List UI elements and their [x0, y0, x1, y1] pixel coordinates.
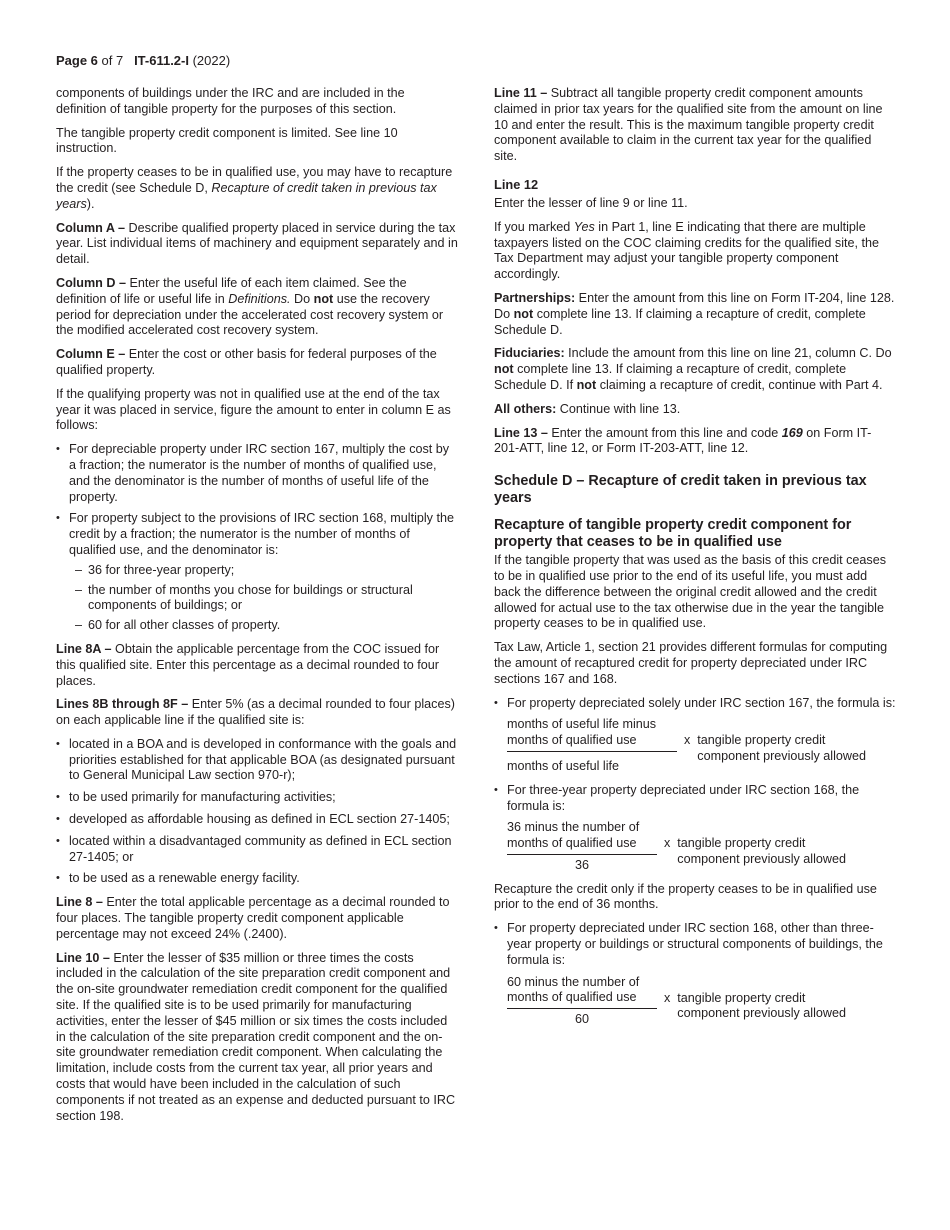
line-12-heading: Line 12	[494, 176, 539, 192]
list-item: – 60 for all other classes of property.	[69, 618, 458, 634]
paragraph: Enter the lesser of line 9 or line 11.	[494, 195, 688, 210]
formula-168-other	[507, 975, 896, 1028]
multiplier: tangible property credit component previously allowed	[677, 990, 847, 1021]
line-11-instruction: Line 11 – Subtract all tangible property credit component amounts claimed in prior tax years for the qualified site from the amount on line 10 and enter the result. This is the maximum tangible property credit component available to claim in the current tax year for the qualified site.	[494, 86, 883, 164]
partnerships-instruction: Partnerships: Enter the amount from this line on Form IT-204, line 128. Do not complete line 13. If claiming a recapture of credit, complete Schedule D.	[494, 290, 895, 337]
line-8a-instruction: Line 8A – Obtain the applicable percentage from the COC issued for this qualified site. Enter this percentage as a decimal rounded to four places.	[56, 641, 440, 688]
left-column	[56, 86, 458, 1132]
bullet-list	[56, 737, 458, 887]
list-item: • developed as affordable housing as defined in ECL section 27-1405;	[56, 812, 458, 828]
paragraph: If you marked Yes in Part 1, line E indicating that there are multiple taxpayers listed on the COC claiming credits for the qualified site, the Tax Department may adjust your tangible property component accordingly.	[494, 219, 879, 282]
paragraph: Tax Law, Article 1, section 21 provides different formulas for computing the amount of recaptured credit for property depreciated under IRC sections 167 and 168.	[494, 640, 888, 686]
page-total: of 7	[97, 53, 124, 68]
list-item: – 36 for three-year property;	[69, 563, 458, 579]
form-year: (2022)	[188, 53, 231, 68]
multiplier: tangible property credit component previously allowed	[677, 836, 847, 867]
times-sign: x	[664, 836, 671, 851]
formula-167	[507, 717, 896, 774]
bullet-list	[494, 783, 896, 815]
schedule-d-title: Schedule D – Recapture of credit taken in previous tax years	[494, 473, 867, 507]
right-column	[494, 86, 896, 1036]
dash-list	[69, 563, 458, 634]
list-item: • located in a BOA and is developed in conformance with the goals and priorities established for that applicable BOA (as designated pursuant to General Municipal Law section 970-r);	[56, 737, 458, 784]
all-others-instruction: All others: Continue with line 13.	[494, 401, 681, 416]
line-8-instruction: Line 8 – Enter the total applicable percentage as a decimal rounded to four places. The tangible property credit component applicable percentage may not exceed 24% (.2400).	[56, 895, 450, 941]
fraction	[507, 820, 657, 873]
paragraph: Recapture the credit only if the property ceases to be in qualified use prior to the end of 36 months.	[494, 881, 877, 912]
page-header	[56, 53, 230, 69]
times-sign: x	[664, 990, 671, 1005]
numerator: 60 minus the number of months of qualified use	[507, 975, 657, 1010]
list-item: • located within a disadvantaged community as defined in ECL section 27-1405; or	[56, 834, 458, 866]
form-id: IT-611.2-I	[134, 53, 189, 68]
list-item: • For depreciable property under IRC section 167, multiply the cost by a fraction; the numerator is the number of months of qualified use, and the denominator is the number of months of useful life of the property.	[56, 442, 458, 505]
multiplier: tangible property credit component previously allowed	[697, 733, 867, 764]
bullet-list	[494, 921, 896, 968]
bullet-list	[494, 696, 896, 712]
list-item: • For three-year property depreciated under IRC section 168, the formula is:	[494, 783, 896, 815]
column-d-instruction: Column D – Enter the useful life of each item claimed. See the definition of life or useful life in Definitions. Do not use the recovery period for depreciation under the accelerated cost recovery system or the modified accelerated cost recovery system.	[56, 275, 444, 338]
paragraph: If the qualifying property was not in qualified use at the end of the tax year it was placed in service, figure the amount to enter in column E as follows:	[56, 386, 451, 433]
lines-8b-8f-instruction: Lines 8B through 8F – Enter 5% (as a decimal rounded to four places) on each applicable line if the qualified site is:	[56, 697, 455, 728]
paragraph: If the tangible property that was used as the basis of this credit ceases to be in qualified use prior to the end of its useful life, you must add back the difference between the original credit allowed and the credit allowed for actual use to the tax otherwise due in the year the tangible property ceases to be in qualified use.	[494, 553, 887, 631]
list-item: • to be used as a renewable energy facility.	[56, 871, 458, 887]
paragraph: components of buildings under the IRC and are included in the definition of tangible property for the purposes of this section.	[56, 86, 405, 116]
bullet-list	[56, 442, 458, 634]
list-item: – the number of months you chose for buildings or structural components of buildings; or	[69, 583, 458, 615]
column-a-instruction: Column A – Describe qualified property placed in service during the tax year. List individual items of machinery and equipment separately and in detail.	[56, 220, 458, 267]
list-item: • For property depreciated solely under IRC section 167, the formula is:	[494, 696, 896, 712]
numerator: 36 minus the number of months of qualified use	[507, 820, 657, 855]
list-item: • to be used primarily for manufacturing activities;	[56, 790, 458, 806]
page-number: Page 6	[56, 53, 98, 68]
denominator: months of useful life	[507, 758, 620, 773]
times-sign: x	[684, 733, 691, 748]
list-item: • For property depreciated under IRC section 168, other than three-year property or buildings or structural components of buildings, the formula is:	[494, 921, 896, 968]
fraction	[507, 975, 657, 1028]
denominator: 60	[574, 1012, 589, 1027]
line-13-instruction: Line 13 – Enter the amount from this line and code 169 on Form IT-201-ATT, line 12, or Form IT-203-ATT, line 12.	[494, 425, 872, 456]
formula-168-three-year	[507, 820, 896, 873]
paragraph: If the property ceases to be in qualified use, you may have to recapture the credit (see Schedule D, Recapture of credit taken in previous tax years).	[56, 165, 453, 211]
list-item: • For property subject to the provisions of IRC section 168, multiply the credit by a fraction; the numerator is the number of months of qualified use, and the denominator is: – 36 for three-year property; – the number of months you chose for buildings or structural components of buildings; or – 60 for all other classes of property.	[56, 511, 458, 634]
recapture-heading: Recapture of tangible property credit component for property that ceases to be in qualified use	[494, 517, 852, 551]
fiduciaries-instruction: Fiduciaries: Include the amount from this line on line 21, column C. Do not complete line 13. If claiming a recapture of credit, complete Schedule D. If not claiming a recapture of credit, continue with Part 4.	[494, 346, 892, 392]
paragraph: The tangible property credit component is limited. See line 10 instruction.	[56, 125, 398, 156]
numerator: months of useful life minus months of qualified use	[507, 717, 677, 752]
line-10-instruction: Line 10 – Enter the lesser of $35 million or three times the costs included in the calculation of the site preparation credit component and the on-site groundwater remediation credit component for the qualified site. If the qualified site is to be used primarily for manufacturing activities, enter the lesser of $45 million or six times the costs included in the calculation of the site preparation credit component and the on-site groundwater remediation credit component. When calculating the limitation, include costs from the current tax year, all prior years and costs that would have been included in the calculation of such components if not treated as an expense and deducted pursuant to IRC section 198.	[56, 950, 456, 1123]
fraction	[507, 717, 677, 774]
denominator: 36	[574, 857, 589, 872]
column-e-instruction: Column E – Enter the cost or other basis for federal purposes of the qualified property.	[56, 347, 437, 377]
